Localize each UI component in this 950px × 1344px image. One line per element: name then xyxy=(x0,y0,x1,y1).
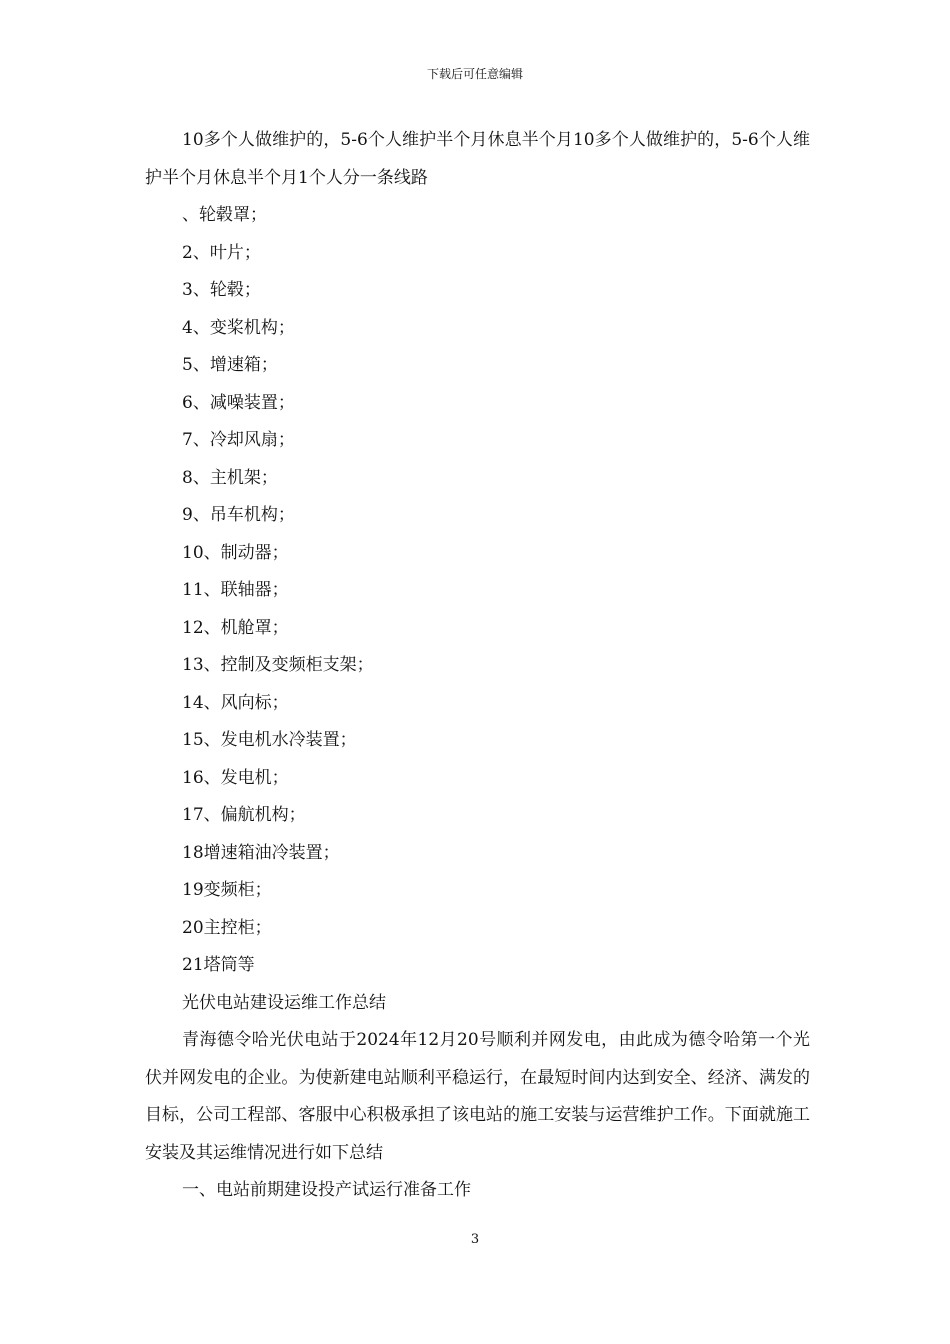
component-list-item: 7、冷却风扇； xyxy=(182,430,295,450)
component-list-item: 6、减噪装置； xyxy=(182,392,295,413)
component-list-item: 13、控制及变频柜支架； xyxy=(182,655,374,675)
intro-paragraph: 10多个人做维护的，5-6个人维护半个月休息半个月10多个人做维护的，5-6个人维护半个月休息半个月1个人分一条线路 xyxy=(145,130,810,188)
component-list-item: 3、轮毂； xyxy=(182,280,261,300)
component-list-item: 21塔筒等 xyxy=(182,955,255,975)
component-list-item: 2、叶片； xyxy=(182,242,261,263)
component-list-item: 17、偏航机构； xyxy=(182,805,306,825)
component-list-item: 9、吊车机构； xyxy=(182,505,295,525)
component-list-item: 10、制动器； xyxy=(182,542,289,563)
component-list-item: 12、机舱罩； xyxy=(182,617,289,638)
component-list-item: 、轮毂罩； xyxy=(182,205,267,225)
section-one-heading: 一、电站前期建设投产试运行准备工作 xyxy=(182,1180,471,1200)
component-list-item: 15、发电机水冷装置； xyxy=(182,730,357,750)
component-list-item: 5、增速箱； xyxy=(182,355,278,375)
component-list-item: 11、联轴器； xyxy=(182,580,289,600)
component-list-item: 14、风向标； xyxy=(182,692,289,713)
summary-paragraph: 青海德令哈光伏电站于2024年12月20号顺利并网发电，由此成为德令哈第一个光伏并网发电的企业。为使新建电站顺利平稳运行，在最短时间内达到安全、经济、满发的目标，公司工程部、客服中心积极承担了该电站的施工安装与运营维护工作。下面就施工安装及其运维情况进行如下总结 xyxy=(145,1030,810,1163)
component-list-item: 8、主机架； xyxy=(182,467,278,488)
component-list-item: 4、变桨机构； xyxy=(182,317,295,338)
component-list-item: 20主控柜； xyxy=(182,917,272,938)
section-title: 光伏电站建设运维工作总结 xyxy=(182,992,386,1013)
component-list-item: 19变频柜； xyxy=(182,880,272,900)
component-list-item: 16、发电机； xyxy=(182,767,289,788)
component-list-item: 18增速箱油冷装置； xyxy=(182,842,340,863)
document-body xyxy=(145,122,810,1210)
page-number: 3 xyxy=(470,1232,480,1247)
page-header: 下载后可任意编辑 xyxy=(426,67,523,81)
